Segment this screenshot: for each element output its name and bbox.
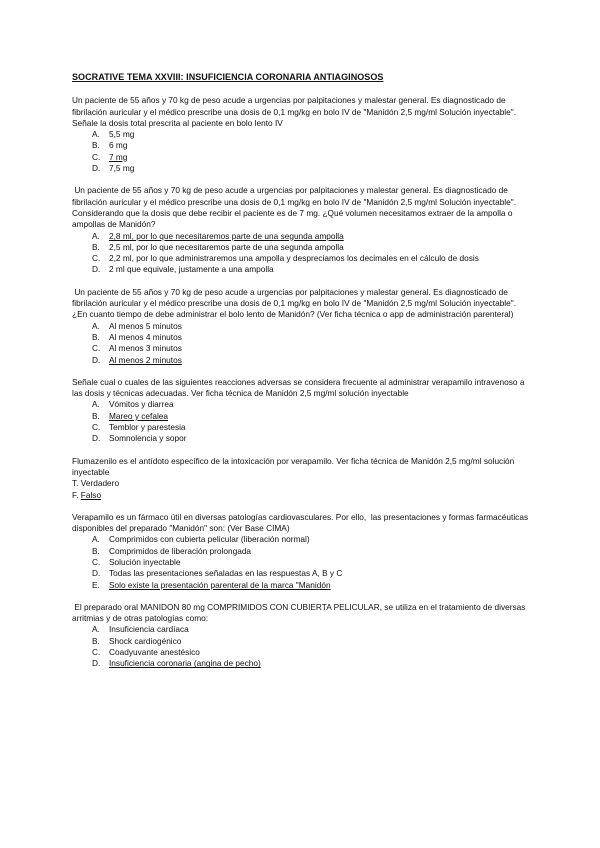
page-title: SOCRATIVE TEMA XXVIII: INSUFICIENCIA CORONARIA ANTIAGINOSOS	[72, 72, 384, 82]
option-b: B. Shock cardiogénico	[92, 635, 182, 646]
correct-answer: Falso	[80, 489, 102, 500]
option-a: A. Al menos 5 minutos	[92, 320, 182, 331]
question-7	[72, 602, 532, 670]
option-b: B. 6 mg	[92, 140, 128, 151]
option-b: B. Comprimidos de liberación prolongada	[92, 545, 252, 556]
option-a: A. 2,8 ml, por lo que necesitaremos parte de una segunda ampolla	[92, 230, 344, 241]
question-text: Flumazenilo es el antídoto específico de la intoxicación por verapamilo. Ver ficha técnica de Manidón 2,5 mg/ml solución inyectable	[72, 455, 517, 477]
option-a: A. Comprimidos con cubierta pelicular (liberación normal)	[92, 534, 310, 545]
question-4	[72, 377, 532, 445]
correct-answer: Insuficiencia coronaria (angina de pecho)	[109, 658, 261, 669]
question-text: Un paciente de 55 años y 70 kg de peso acude a urgencias por palpitaciones y malestar general. Es diagnosticado de fibrilación auricular y el médico prescribe una dosis de 0,1 mg/kg en bolo IV de "Manidón 2,5 mg/ml Solución inyectable". ¿En cuanto tiempo de debe administrar el bolo lento de Manidón? (Ver ficha técnica o app de administración parenteral)	[72, 286, 519, 320]
option-b: B. 2,5 ml, por lo que necesitaremos parte de una segunda ampolla	[92, 241, 344, 252]
correct-answer: Mareo y cefalea	[109, 410, 169, 421]
option-d: D. Insuficiencia coronaria (angina de pecho)	[92, 658, 261, 669]
option-d: D. 7,5 mg	[92, 163, 135, 174]
option-c: C. Al menos 3 minutos	[92, 343, 182, 354]
question-text: Señale cual o cuales de las siguientes reacciones adversas se considera frecuente al administrar verapamilo intravenoso a las dosis y técnicas adecuadas. Ver ficha técnica de Manidón 2,5 mg/ml solución inyectable	[72, 376, 527, 399]
option-d: D. 2 ml que equivale, justamente a una ampolla	[92, 264, 274, 275]
correct-answer: 2,8 ml, por lo que necesitaremos parte de una segunda ampolla	[109, 230, 344, 241]
option-e: E. Solo existe la presentación parenteral de la marca "Manidón	[92, 579, 331, 590]
option-a: A. 5,5 mg	[92, 129, 135, 140]
correct-answer: Al menos 2 minutos	[109, 354, 182, 365]
option-b: B. Mareo y cefalea	[92, 410, 169, 421]
option-c: C. Coadyuvante anestésico	[92, 647, 200, 658]
option-c: C. 7 mg	[92, 151, 128, 162]
question-2	[72, 185, 532, 275]
question-3	[72, 287, 532, 366]
correct-answer: Solo existe la presentación parenteral de la marca "Manidón	[109, 579, 331, 590]
option-false: F. Falso	[72, 489, 102, 500]
option-c: C. Solución inyectable	[92, 556, 181, 567]
option-d: D. Somnolencia y sopor	[92, 433, 187, 444]
option-a: A. Insuficiencia cardíaca	[92, 624, 189, 635]
question-text: Verapamilo es un fármaco útil en diversas patologías cardiovasculares. Por ello, las presentaciones y formas farmacéuticas disponibles del preparado "Manidón" son: (Ver Base CIMA)	[72, 511, 531, 534]
option-a: A. Vómitos y diarrea	[92, 399, 174, 410]
option-c: C. 2,2 ml, por lo que administraremos una ampolla y despreciamos los decimales en el cálculo de dosis	[92, 253, 479, 264]
correct-answer: 7 mg	[109, 151, 128, 162]
question-1	[72, 95, 532, 174]
question-5	[72, 456, 532, 501]
option-d: D. Todas las presentaciones señaladas en las respuestas A, B y C	[92, 568, 343, 579]
question-6	[72, 512, 532, 591]
question-text: Un paciente de 55 años y 70 kg de peso acude a urgencias por palpitaciones y malestar general. Es diagnosticado de fibrilación auricular y el médico prescribe una dosis de 0,1 mg/kg en bolo IV de "Manidón 2,5 mg/ml Solución inyectable". Considerando que la dosis que debe recibir el paciente es de 7 mg. ¿Qué volumen necesitamos extraer de la ampolla o ampollas de Manidón?	[72, 185, 521, 230]
option-c: C. Temblor y parestesia	[92, 422, 186, 433]
question-text: El preparado oral MANIDON 80 mg COMPRIMIDOS CON CUBIERTA PELICULAR, se utiliza en el tratamiento de diversas arritmias y de otras patologías como:	[72, 601, 528, 624]
option-true: T. Verdadero	[72, 478, 120, 489]
question-text: Un paciente de 55 años y 70 kg de peso acude a urgencias por palpitaciones y malestar general. Es diagnosticado de fibrilación auricular y el médico prescribe una dosis de 0,1 mg/kg en bolo IV de "Manidón 2,5 mg/ml Solución inyectable". Señale la dosis total prescrita al paciente en bolo lento IV	[72, 95, 521, 128]
option-d: D. Al menos 2 minutos	[92, 354, 182, 365]
document-page	[72, 72, 532, 681]
option-b: B. Al menos 4 minutos	[92, 331, 182, 342]
